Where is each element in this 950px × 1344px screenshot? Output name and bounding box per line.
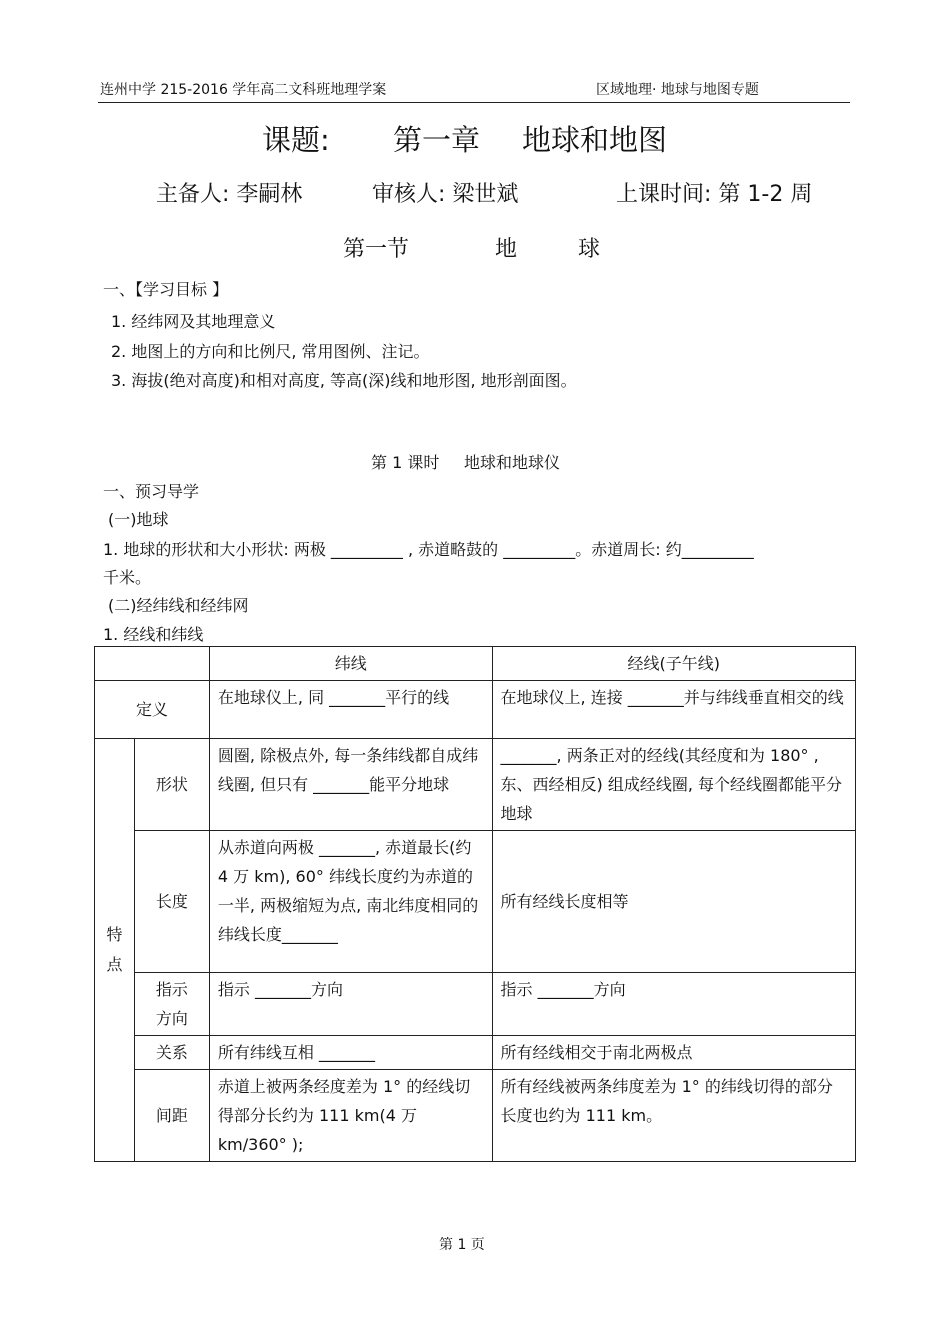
row-label-relation: 关系	[134, 1036, 209, 1070]
direction-label-line-1: 指示	[155, 980, 188, 999]
row-label-definition: 定义	[95, 681, 210, 739]
objectives-heading: 一、【学习目标 】	[103, 280, 229, 299]
cell-spacing-weft: 赤道上被两条经度差为 1° 的经线切得部分长约为 111 km(4 万km/360° );	[209, 1070, 492, 1162]
row-label-spacing: 间距	[134, 1070, 209, 1162]
cell-shape-weft: 圆圈, 除极点外, 每一条纬线都自成纬线圈, 但只有 _______能平分地球	[209, 739, 492, 831]
reviewer: 审核人: 梁世斌	[372, 182, 519, 207]
row-label-shape: 形状	[134, 739, 209, 831]
page-number: 第 1 页	[439, 1237, 485, 1253]
cell-def-meridian: 在地球仪上, 连接 _______并与纬线垂直相交的线	[492, 681, 855, 739]
row-label-direction	[134, 973, 209, 1036]
subsection-earth: (一)地球	[108, 510, 169, 529]
features-char-2: 点	[106, 955, 123, 974]
preview-heading: 一、预习导学	[103, 482, 200, 501]
cell-def-weft: 在地球仪上, 同 _______平行的线	[209, 681, 492, 739]
objective-item: 2. 地图上的方向和比例尺, 常用图例、注记。	[111, 342, 430, 361]
question-lines: 1. 经线和纬线	[103, 625, 204, 644]
chapter-title: 第一章	[393, 123, 481, 157]
cell-length-meridian: 所有经线长度相等	[492, 831, 855, 973]
section-char-2: 球	[578, 237, 601, 262]
cell-relation-meridian: 所有经线相交于南北两极点	[492, 1036, 855, 1070]
cell-length-weft: 从赤道向两极 _______, 赤道最长(约 4 万 km), 60° 纬线长度约为赤道的一半, 两极缩短为点, 南北纬度相同的纬线长度_______	[209, 831, 492, 973]
subsection-graticule: (二)经纬线和经纬网	[108, 596, 249, 615]
col-header-weft: 纬线	[209, 647, 492, 681]
direction-label-line-2: 方向	[155, 1009, 188, 1028]
col-header-meridian: 经线(子午线)	[492, 647, 855, 681]
cell-shape-meridian: _______, 两条正对的经线(其经度和为 180° , 东、西经相反) 组成经线圈, 每个经线圈都能平分地球	[492, 739, 855, 831]
cell-spacing-meridian: 所有经线被两条纬度差为 1° 的纬线切得的部分长度也约为 111 km。	[492, 1070, 855, 1162]
schedule: 上课时间: 第 1-2 周	[616, 182, 813, 207]
graticule-table	[94, 646, 856, 1162]
question-shape-size: 1. 地球的形状和大小形状: 两极 _________ , 赤道略鼓的 _________。赤道周长: 约_________	[103, 540, 754, 559]
cell-direction-meridian: 指示 _______方向	[492, 973, 855, 1036]
header-left: 连州中学 215-2016 学年高二文科班地理学案	[100, 82, 387, 98]
header-right: 区域地理· 地球与地图专题	[596, 82, 759, 98]
cell-relation-weft: 所有纬线互相 _______	[209, 1036, 492, 1070]
section-char-1: 地	[495, 237, 518, 262]
preparer: 主备人: 李嗣林	[156, 182, 303, 207]
lesson-name: 地球和地球仪	[464, 453, 561, 472]
chapter-name: 地球和地图	[522, 123, 668, 157]
question-shape-size-cont: 千米。	[103, 568, 152, 587]
lesson-number: 第 1 课时	[371, 453, 440, 472]
objective-item: 3. 海拔(绝对高度)和相对高度, 等高(深)线和地形图, 地形剖面图。	[111, 371, 577, 390]
table-corner	[95, 647, 210, 681]
title-label: 课题:	[262, 123, 330, 157]
section-label: 第一节	[343, 237, 410, 262]
objective-item: 1. 经纬网及其地理意义	[111, 312, 276, 331]
cell-direction-weft: 指示 _______方向	[209, 973, 492, 1036]
row-group-features	[95, 739, 135, 1162]
row-label-length: 长度	[134, 831, 209, 973]
header-divider	[98, 102, 850, 103]
features-char-1: 特	[106, 925, 123, 944]
